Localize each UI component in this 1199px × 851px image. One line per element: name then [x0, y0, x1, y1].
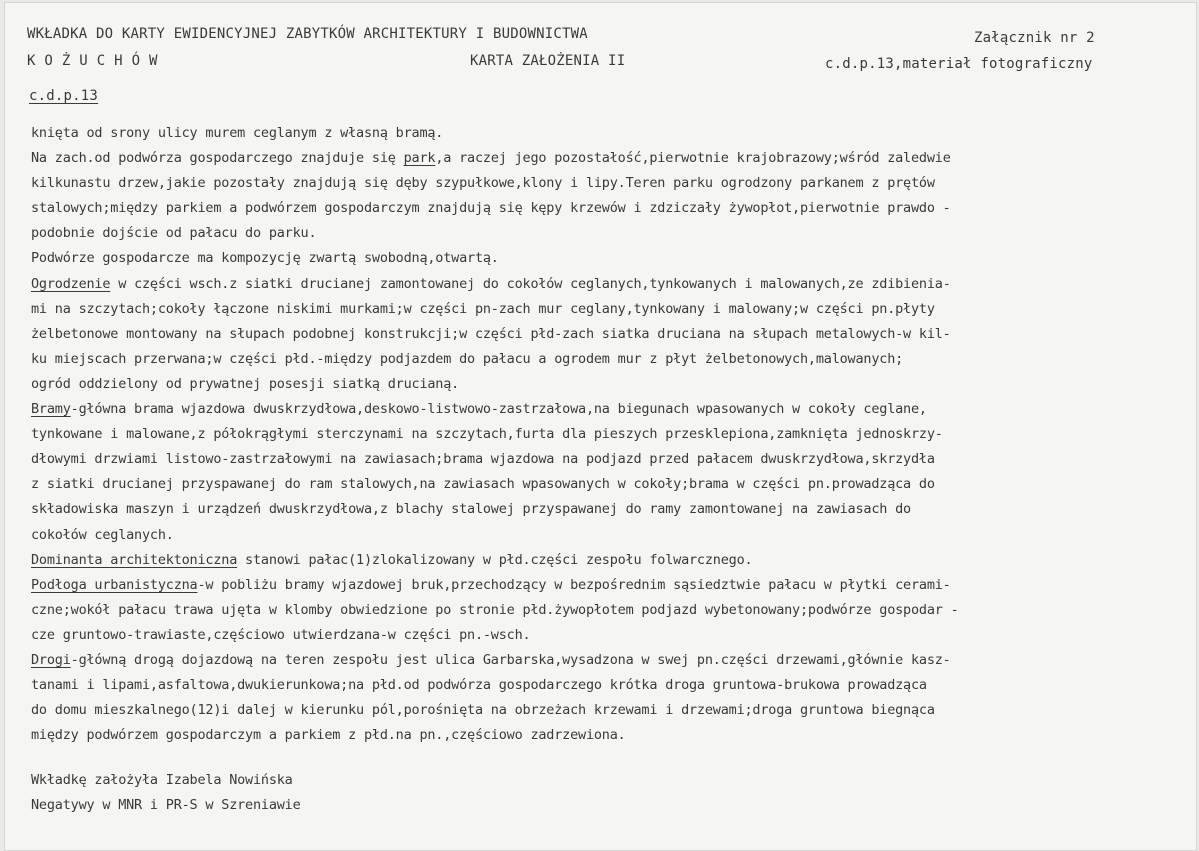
line-text: Podwórze gospodarcze ma kompozycję zwartą swobodną,otwartą. — [31, 250, 499, 267]
line-text: składowiska maszyn i urządzeń dwuskrzydłowa,z blachy stalowej przyspawanej do ramy zamontowanej na zawiasach do — [31, 501, 911, 518]
underlined-heading: Bramy — [31, 401, 71, 418]
line-text: w części wsch.z siatki drucianej zamontowanej do cokołów ceglanych,tynkowanych i malowanych,ze zdibienia- — [110, 275, 951, 292]
text-line — [31, 447, 1181, 472]
text-line — [31, 196, 1181, 221]
attachment-number: Załącznik nr 2 — [974, 30, 1095, 46]
line-text: tanami i lipami,asfaltowa,dwukierunkowa;na płd.od podwórza gospodarczego krótka droga gruntowa-brukowa prowadząca — [31, 677, 927, 694]
text-line — [31, 347, 1181, 372]
text-line — [31, 121, 1181, 146]
section-reference: c.d.p.13 — [29, 88, 99, 104]
text-line — [31, 246, 1181, 271]
line-text: ogród oddzielony od prywatnej posesji siatką drucianą. — [31, 375, 460, 392]
document-sheet — [4, 2, 1197, 851]
text-line — [31, 648, 1181, 673]
line-text: między podwórzem gospodarczym a parkiem z płd.na pn.,częściowo zadrzewiona. — [31, 727, 626, 744]
line-text: Na zach.od podwórza gospodarczego znajduje się — [31, 150, 404, 167]
text-line — [31, 673, 1181, 698]
card-name: KARTA ZAŁOŻENIA II — [470, 53, 626, 69]
text-line — [31, 698, 1181, 723]
line-text: knięta od srony ulicy murem ceglanym z własną bramą. — [31, 125, 444, 141]
line-text: -w pobliżu bramy wjazdowej bruk,przechodzący w bezpośrednim sąsiedztwie pałacu w płytki cerami- — [197, 576, 951, 593]
line-text: ku miejscach przerwana;w części płd.-między podjazdem do pałacu a ogrodem mur z płyt żelbetonowych,malowanych; — [31, 350, 904, 367]
text-line — [31, 723, 1181, 748]
place-name: KOŻUCHÓW — [27, 53, 167, 69]
line-text: tynkowane i malowane,z półokrągłymi sterczynami na szczytach,furta dla pieszych przesklepiona,zamknięta jednoskrzy- — [31, 426, 943, 443]
text-line — [31, 623, 1181, 648]
text-line — [31, 322, 1181, 347]
text-line — [31, 146, 1181, 171]
text-line — [31, 372, 1181, 397]
text-line — [31, 397, 1181, 422]
line-text: mi na szczytach;cokoły łączone niskimi murkami;w części pn-zach mur ceglany,tynkowany i malowany;w części pn.płyty — [31, 300, 935, 317]
line-text: podobnie dojście od pałacu do parku. — [31, 225, 317, 242]
document-title: WKŁADKA DO KARTY EWIDENCYJNEJ ZABYTKÓW ARCHITEKTURY I BUDOWNICTWA — [27, 26, 588, 42]
line-text: cokołów ceglanych. — [31, 526, 174, 543]
text-line — [31, 171, 1181, 196]
negatives-note: Negatywy w MNR i PR-S w Szreniawie — [31, 797, 301, 814]
line-text: dłowymi drzwiami listowo-zastrzałowymi na zawiasach;brama wjazdowa na podjazd przed pałacem dwuskrzydłowa,skrzydła — [31, 451, 935, 468]
underlined-heading: Drogi — [31, 651, 71, 668]
line-text: -główną drogą dojazdową na teren zespołu jest ulica Garbarska,wysadzona w swej pn.części drzewami,głównie kasz- — [70, 651, 951, 668]
text-line — [31, 472, 1181, 497]
text-line — [31, 598, 1181, 623]
line-text: cze gruntowo-trawiaste,częściowo utwierdzana-w części pn.-wsch. — [31, 626, 531, 643]
underlined-heading: Dominanta architektoniczna — [31, 551, 238, 568]
underlined-heading: Podłoga urbanistyczna — [31, 576, 198, 593]
line-text: do domu mieszkalnego(12)i dalej w kierunku pól,porośnięta na obrzeżach krzewami i drzewami;droga gruntowa biegnąca — [31, 702, 935, 719]
text-line — [31, 497, 1181, 522]
text-line — [31, 297, 1181, 322]
footer-notes — [31, 768, 301, 818]
line-text: kilkunastu drzew,jakie pozostały znajdują się dęby szypułkowe,klony i lipy.Teren parku ogrodzony parkanem z prętów — [31, 175, 935, 192]
author-note: Wkładkę założyła Izabela Nowińska — [31, 772, 293, 788]
line-text: -główna brama wjazdowa dwuskrzydłowa,deskowo-listwowo-zastrzałowa,na biegunach wpasowanych w cokoły ceglane, — [70, 401, 927, 418]
text-line — [31, 422, 1181, 447]
text-line — [31, 272, 1181, 297]
text-line — [31, 548, 1181, 573]
typed-body-text — [31, 121, 1181, 748]
text-line — [31, 573, 1181, 598]
text-line — [31, 523, 1181, 548]
line-text: żelbetonowe montowany na słupach podobnej konstrukcji;w części płd-zach siatka druciana na słupach metalowych-w kil- — [31, 325, 951, 342]
underlined-heading: Ogrodzenie — [31, 275, 111, 292]
line-text: stalowych;między parkiem a podwórzem gospodarczym znajdują się kępy krzewów i zdziczały żywopłot,pierwotnie prawdo - — [31, 200, 951, 217]
underlined-heading: park — [403, 150, 436, 167]
continuation-note: c.d.p.13,materiał fotograficzny — [825, 56, 1093, 72]
text-line — [31, 221, 1181, 246]
line-text: czne;wokół pałacu trawa ujęta w klomby obwiedzione po stronie płd.żywopłotem podjazd wybetonowany;podwórze gospodar - — [31, 601, 959, 618]
line-text: ,a raczej jego pozostałość,pierwotnie krajobrazowy;wśród zaledwie — [435, 150, 951, 167]
line-text: z siatki drucianej przyspawanej do ram stalowych,na zawiasach wpasowanych w cokoły;brama w części pn.prowadząca do — [31, 476, 935, 493]
line-text: stanowi pałac(1)zlokalizowany w płd.części zespołu folwarcznego. — [237, 551, 753, 568]
